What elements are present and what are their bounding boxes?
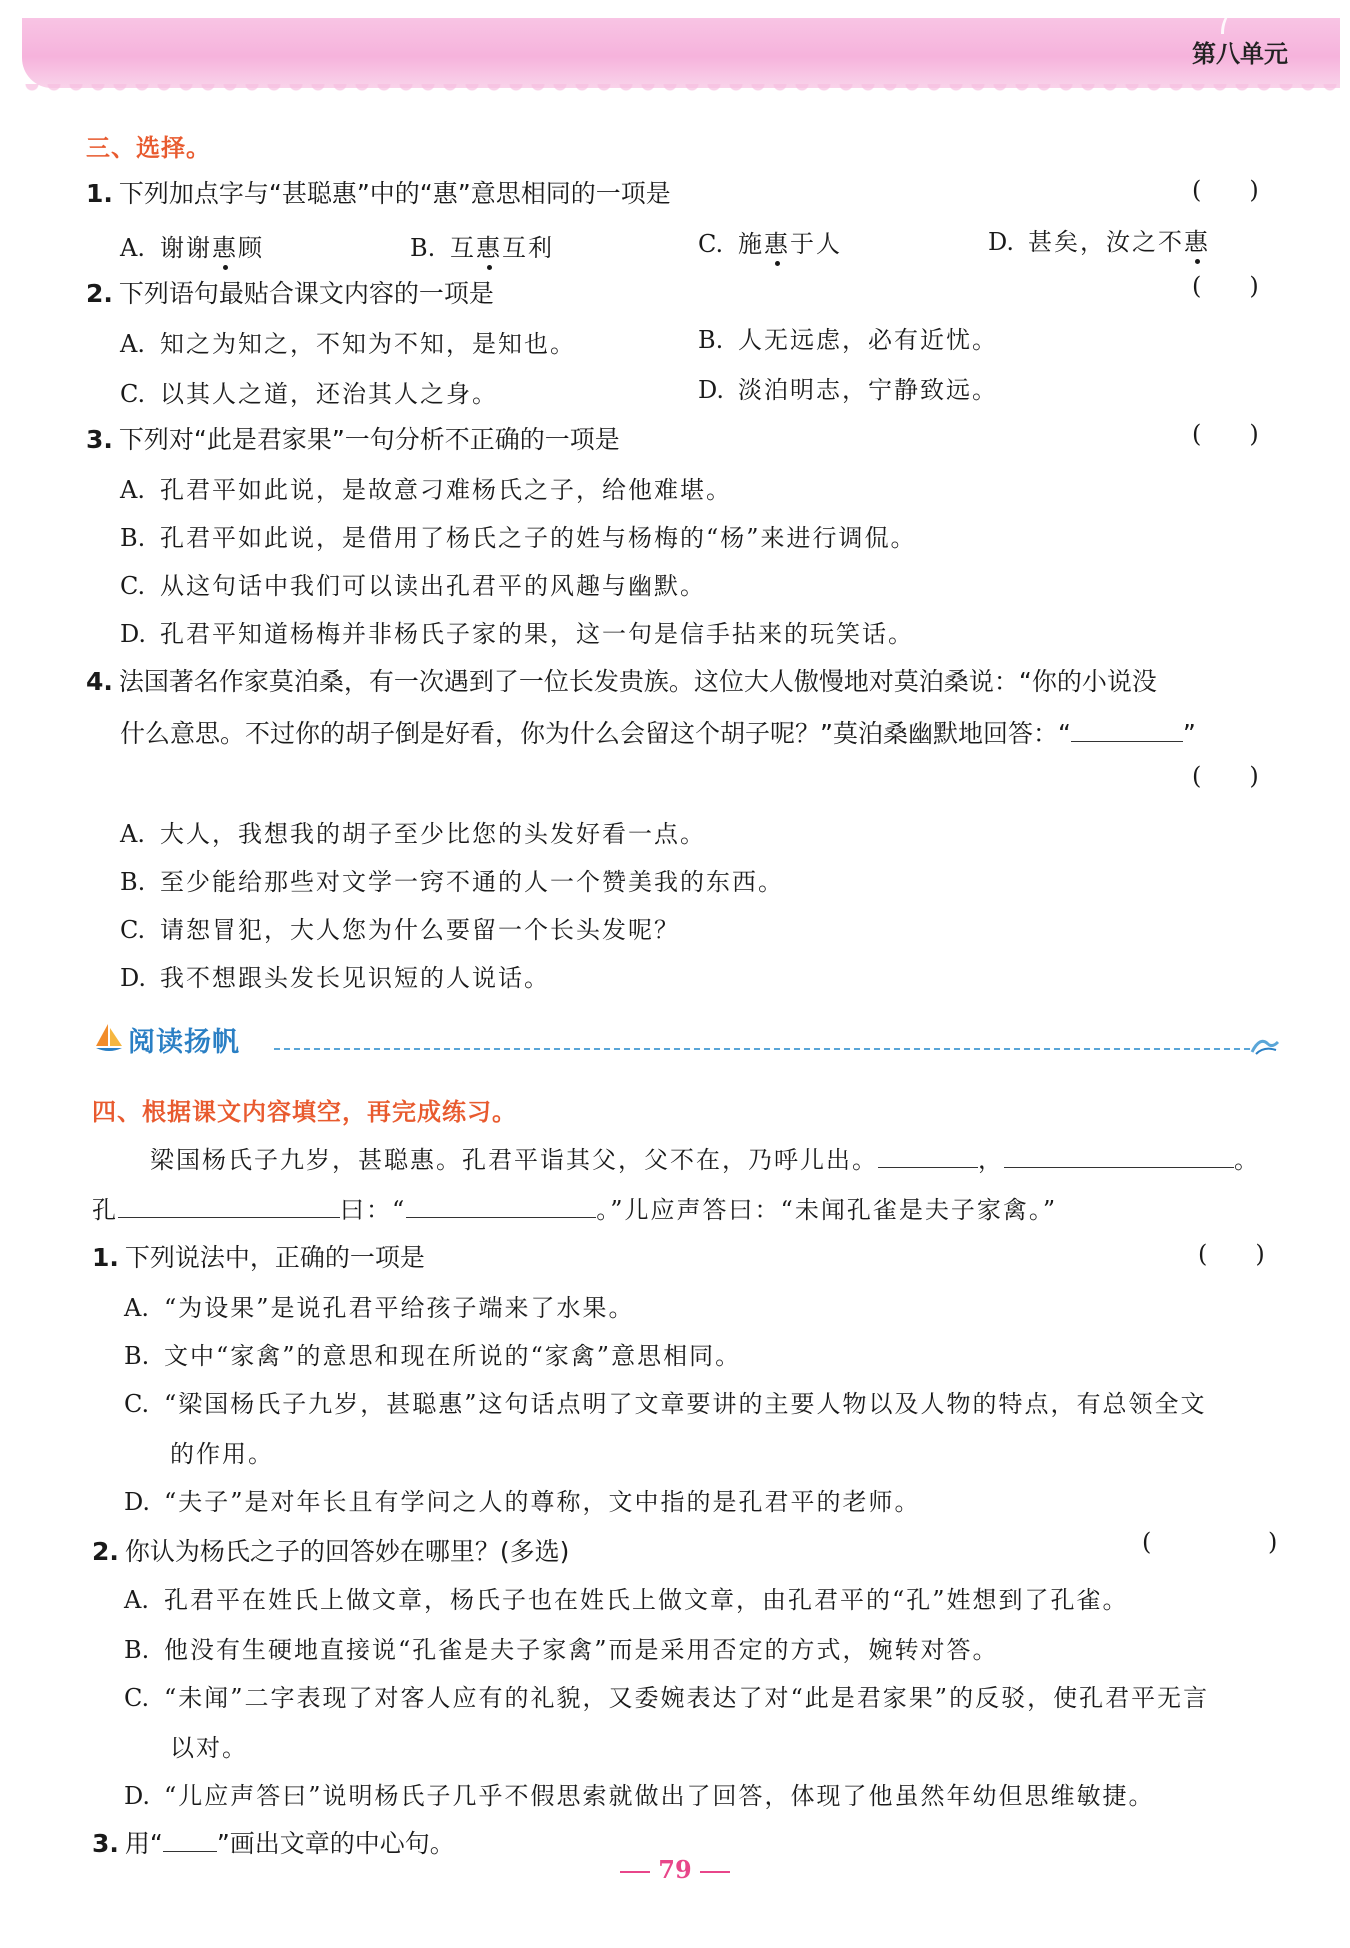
s3-q1-option-b[interactable]: B. 互惠互利 (410, 234, 554, 262)
s4-q1-option-b[interactable]: B. 文中“家禽”的意思和现在所说的“家禽”意思相同。 (124, 1342, 742, 1370)
dashed-divider (274, 1048, 1250, 1050)
header-banner (22, 18, 1340, 88)
s4-q1: 1. 下列说法中，正确的一项是 (92, 1243, 425, 1272)
s3-q2-option-d[interactable]: D. 淡泊明志，宁静致远。 (698, 376, 998, 404)
underline-sample (163, 1827, 217, 1852)
reading-section-header (94, 1018, 1280, 1058)
s3-q2-option-c[interactable]: C. 以其人之道，还治其人之身。 (120, 380, 498, 408)
s3-q4: 4. 法国著名作家莫泊桑，有一次遇到了一位长发贵族。这位大人傲慢地对莫泊桑说：“你的小说没 (86, 667, 1157, 696)
q-text: 下列加点字与“甚聪惠”中的“惠”意思相同的一项是 (118, 179, 671, 208)
s4-q1-option-d[interactable]: D. “夫子”是对年长且有学问之人的尊称，文中指的是孔君平的老师。 (124, 1488, 921, 1516)
s4-q1-option-a[interactable]: A. “为设果”是说孔君平给孩子端来了水果。 (124, 1294, 635, 1322)
s3-q3: 3. 下列对“此是君家果”一句分析不正确的一项是 (86, 425, 620, 454)
s4-q2-option-a[interactable]: A. 孔君平在姓氏上做文章，杨氏子也在姓氏上做文章，由孔君平的“孔”姓想到了孔雀。 (124, 1586, 1129, 1614)
s3-q3-option-a[interactable]: A. 孔君平如此说，是故意刁难杨氏之子，给他难堪。 (120, 476, 732, 504)
s3-q3-option-d[interactable]: D. 孔君平知道杨梅并非杨氏子家的果，这一句是信手拈来的玩笑话。 (120, 620, 914, 648)
answer-paren[interactable]: ( ) (1192, 272, 1259, 300)
s3-q1 (86, 174, 671, 210)
s3-q2-option-b[interactable]: B. 人无远虑，必有近忧。 (698, 326, 998, 354)
s4-q1-option-c[interactable]: C. “梁国杨氏子九岁，甚聪惠”这句话点明了文章要讲的主要人物以及人物的特点，有总领全文 (124, 1390, 1207, 1418)
passage-blank-3[interactable] (118, 1193, 340, 1218)
passage-blank-4[interactable] (406, 1193, 596, 1218)
s4-q3: 3. 用“ ”画出文章的中心句。 (92, 1829, 455, 1858)
s3-q4-option-c[interactable]: C. 请恕冒犯，大人您为什么要留一个长头发呢？ (120, 916, 680, 944)
passage-line-1: 梁国杨氏子九岁，甚聪惠。孔君平诣其父，父不在，乃呼儿出。 ， 。 (150, 1140, 1260, 1175)
answer-paren-left[interactable]: ( (1142, 1528, 1152, 1556)
unit-label: 第八单元 (1192, 40, 1288, 68)
page-dash-left (620, 1871, 650, 1873)
s3-q1-option-d[interactable]: D. 甚矣，汝之不惠 (988, 228, 1210, 256)
q-number: 1. (86, 179, 113, 208)
s4-q2-option-c[interactable]: C. “未闻”二字表现了对客人应有的礼貌，又委婉表达了对“此是君家果”的反驳，使孔君平无言 (124, 1684, 1210, 1712)
s4-q2-option-b[interactable]: B. 他没有生硬地直接说“孔雀是夫子家禽”而是采用否定的方式，婉转对答。 (124, 1636, 999, 1664)
reading-title: 阅读扬帆 (128, 1027, 240, 1058)
answer-paren[interactable]: ( ) (1192, 176, 1259, 204)
wave-icon (1250, 1032, 1280, 1056)
s3-q4-option-d[interactable]: D. 我不想跟头发长见识短的人说话。 (120, 964, 550, 992)
answer-paren-right: ) (1268, 1528, 1278, 1556)
s4-q2-option-d[interactable]: D. “儿应声答曰”说明杨氏子几乎不假思索就做出了回答，体现了他虽然年幼但思维敏捷。 (124, 1782, 1155, 1810)
s3-q4-line2: 什么意思。不过你的胡子倒是好看，你为什么会留这个胡子呢？”莫泊桑幽默地回答：“ ” (120, 719, 1196, 748)
passage-blank-1[interactable] (878, 1143, 978, 1168)
s3-q1-option-a[interactable]: A. 谢谢惠顾 (120, 234, 264, 262)
dotted-char: 惠 (476, 234, 502, 262)
s3-q3-option-c[interactable]: C. 从这句话中我们可以读出孔君平的风趣与幽默。 (120, 572, 706, 600)
section4-title: 四、根据课文内容填空，再完成练习。 (92, 1098, 517, 1126)
s3-q4-option-a[interactable]: A. 大人，我想我的胡子至少比您的头发好看一点。 (120, 820, 706, 848)
sailboat-icon (94, 1022, 124, 1054)
answer-paren[interactable]: ( ) (1192, 762, 1259, 790)
s3-q4-option-b[interactable]: B. 至少能给那些对文学一窍不通的人一个赞美我的东西。 (120, 868, 784, 896)
page-number: 79 (0, 1855, 1350, 1884)
s3-q2: 2. 下列语句最贴合课文内容的一项是 (86, 279, 494, 308)
dotted-char: 惠 (1184, 228, 1210, 256)
dotted-char: 惠 (212, 234, 238, 262)
answer-paren[interactable]: ( ) (1192, 420, 1259, 448)
s4-q2: 2. 你认为杨氏之子的回答妙在哪里？(多选) (92, 1537, 570, 1566)
section3-title: 三、选择。 (86, 134, 211, 162)
passage-blank-2[interactable] (1004, 1143, 1234, 1168)
s4-q2-option-c-cont: 以对。 (170, 1734, 248, 1762)
s3-q1-option-c[interactable]: C. 施惠于人 (698, 230, 842, 258)
s3-q3-option-b[interactable]: B. 孔君平如此说，是借用了杨氏之子的姓与杨梅的“杨”来进行调侃。 (120, 524, 917, 552)
s3-q2-option-a[interactable]: A. 知之为知之，不知为不知，是知也。 (120, 330, 576, 358)
page-dash-right (700, 1871, 730, 1873)
passage-line-2: 孔 曰：“ 。”儿应声答曰：“未闻孔雀是夫子家禽。” (92, 1190, 1057, 1225)
s4-q1-option-c-cont: 的作用。 (170, 1440, 274, 1468)
answer-paren[interactable]: ( ) (1198, 1240, 1265, 1268)
dotted-char: 惠 (764, 230, 790, 258)
banner-swirl-icon (1221, 0, 1254, 34)
answer-blank[interactable] (1071, 717, 1183, 742)
